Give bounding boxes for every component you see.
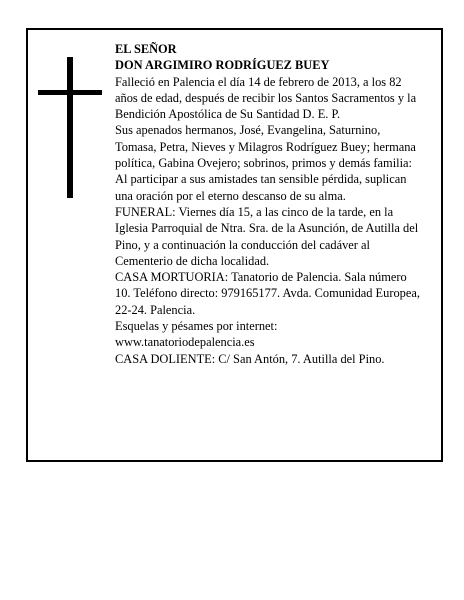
funeral-info: FUNERAL: Viernes día 15, a las cinco de la tarde, en la Iglesia Parroquial de Ntra. Sra. de la Asunción, de Autilla del Pino, y a continuación la conducción del cadáver al Cementerio de dicha localidad. — [115, 204, 419, 268]
obituary-notice — [26, 28, 443, 462]
death-details: Falleció en Palencia el día 14 de febrero de 2013, a los 82 años de edad, después de recibir los Santos Sacramentos y la Bendición Apostólica de Su Santidad D. E. P. — [115, 74, 417, 122]
internet-notice: Esquelas y pésames por internet: — [115, 319, 278, 334]
obituary-text — [115, 41, 420, 367]
family-list: Sus apenados hermanos, José, Evangelina, Saturnino, Tomasa, Petra, Nieves y Milagros Rodríguez Buey; hermana política, Gabina Ovejero; sobrinos, primos y demás familia: — [115, 123, 416, 171]
funeral-home-info: CASA MORTUORIA: Tanatorio de Palencia. Sala número 10. Teléfono directo: 979165177. Avda. Comunidad Europea, 22-24. Palencia. — [115, 270, 420, 317]
family-home-info: CASA DOLIENTE: C/ San Antón, 7. Autilla del Pino. — [115, 351, 385, 366]
cross-icon — [67, 57, 73, 198]
deceased-name: DON ARGIMIRO RODRÍGUEZ BUEY — [115, 58, 330, 73]
title-line: EL SEÑOR — [115, 42, 177, 56]
prayer-request: Al participar a sus amistades tan sensible pérdida, suplican una oración por el eterno descanso de su alma. — [115, 172, 407, 203]
cross-icon-bar — [38, 90, 102, 95]
website-link[interactable]: www.tanatoriodepalencia.es — [115, 335, 255, 350]
